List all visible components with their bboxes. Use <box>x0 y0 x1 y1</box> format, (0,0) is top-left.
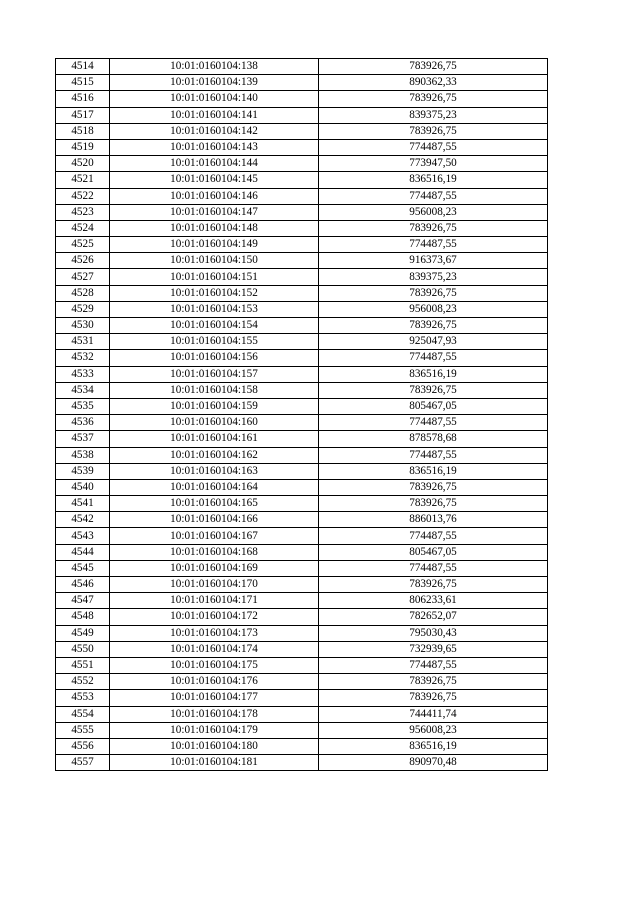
row-number-cell: 4540 <box>56 479 110 495</box>
row-number-cell: 4557 <box>56 755 110 771</box>
row-number-cell: 4519 <box>56 139 110 155</box>
cadastral-number-cell: 10:01:0160104:166 <box>110 512 319 528</box>
cadastral-number-cell: 10:01:0160104:154 <box>110 318 319 334</box>
row-number-cell: 4516 <box>56 91 110 107</box>
cadastral-number-cell: 10:01:0160104:178 <box>110 706 319 722</box>
cadastral-number-cell: 10:01:0160104:164 <box>110 479 319 495</box>
row-number-cell: 4536 <box>56 415 110 431</box>
cadastral-value-cell: 839375,23 <box>319 269 548 285</box>
table-row <box>56 123 548 139</box>
table-row <box>56 301 548 317</box>
row-number-cell: 4538 <box>56 447 110 463</box>
row-number-cell: 4515 <box>56 75 110 91</box>
row-number-cell: 4556 <box>56 738 110 754</box>
table-body <box>56 59 548 771</box>
cadastral-number-cell: 10:01:0160104:171 <box>110 593 319 609</box>
cadastral-value-cell: 890362,33 <box>319 75 548 91</box>
cadastral-value-cell: 773947,50 <box>319 156 548 172</box>
cadastral-value-cell: 836516,19 <box>319 463 548 479</box>
row-number-cell: 4553 <box>56 690 110 706</box>
cadastral-value-cell: 774487,55 <box>319 350 548 366</box>
cadastral-value-cell: 783926,75 <box>319 123 548 139</box>
row-number-cell: 4539 <box>56 463 110 479</box>
cadastral-value-cell: 774487,55 <box>319 237 548 253</box>
row-number-cell: 4545 <box>56 560 110 576</box>
table-row <box>56 544 548 560</box>
row-number-cell: 4520 <box>56 156 110 172</box>
table-row <box>56 641 548 657</box>
cadastral-number-cell: 10:01:0160104:152 <box>110 285 319 301</box>
cadastral-number-cell: 10:01:0160104:181 <box>110 755 319 771</box>
table-row <box>56 366 548 382</box>
table-row <box>56 188 548 204</box>
cadastral-value-cell: 783926,75 <box>319 285 548 301</box>
table-row <box>56 593 548 609</box>
cadastral-number-cell: 10:01:0160104:176 <box>110 674 319 690</box>
cadastral-value-cell: 839375,23 <box>319 107 548 123</box>
table-row <box>56 91 548 107</box>
cadastral-number-cell: 10:01:0160104:159 <box>110 398 319 414</box>
cadastral-value-cell: 890970,48 <box>319 755 548 771</box>
cadastral-number-cell: 10:01:0160104:141 <box>110 107 319 123</box>
table-row <box>56 431 548 447</box>
row-number-cell: 4532 <box>56 350 110 366</box>
table-row <box>56 674 548 690</box>
table-row <box>56 350 548 366</box>
row-number-cell: 4530 <box>56 318 110 334</box>
table-row <box>56 382 548 398</box>
cadastral-number-cell: 10:01:0160104:173 <box>110 625 319 641</box>
cadastral-value-cell: 916373,67 <box>319 253 548 269</box>
cadastral-value-cell: 732939,65 <box>319 641 548 657</box>
cadastral-value-cell: 878578,68 <box>319 431 548 447</box>
cadastral-number-cell: 10:01:0160104:180 <box>110 738 319 754</box>
cadastral-number-cell: 10:01:0160104:165 <box>110 496 319 512</box>
cadastral-number-cell: 10:01:0160104:140 <box>110 91 319 107</box>
cadastral-number-cell: 10:01:0160104:153 <box>110 301 319 317</box>
cadastral-value-cell: 783926,75 <box>319 59 548 75</box>
row-number-cell: 4551 <box>56 657 110 673</box>
table-row <box>56 269 548 285</box>
cadastral-value-cell: 805467,05 <box>319 544 548 560</box>
table-row <box>56 577 548 593</box>
row-number-cell: 4533 <box>56 366 110 382</box>
table-row <box>56 415 548 431</box>
row-number-cell: 4527 <box>56 269 110 285</box>
row-number-cell: 4544 <box>56 544 110 560</box>
table-row <box>56 722 548 738</box>
table-row <box>56 609 548 625</box>
row-number-cell: 4525 <box>56 237 110 253</box>
table-row <box>56 463 548 479</box>
cadastral-number-cell: 10:01:0160104:143 <box>110 139 319 155</box>
cadastral-number-cell: 10:01:0160104:147 <box>110 204 319 220</box>
cadastral-number-cell: 10:01:0160104:138 <box>110 59 319 75</box>
row-number-cell: 4549 <box>56 625 110 641</box>
table-row <box>56 755 548 771</box>
row-number-cell: 4534 <box>56 382 110 398</box>
table-row <box>56 318 548 334</box>
row-number-cell: 4554 <box>56 706 110 722</box>
cadastral-value-cell: 774487,55 <box>319 188 548 204</box>
cadastral-number-cell: 10:01:0160104:142 <box>110 123 319 139</box>
row-number-cell: 4522 <box>56 188 110 204</box>
table-row <box>56 75 548 91</box>
cadastral-number-cell: 10:01:0160104:172 <box>110 609 319 625</box>
cadastral-value-cell: 774487,55 <box>319 560 548 576</box>
row-number-cell: 4529 <box>56 301 110 317</box>
row-number-cell: 4537 <box>56 431 110 447</box>
cadastral-number-cell: 10:01:0160104:167 <box>110 528 319 544</box>
cadastral-number-cell: 10:01:0160104:157 <box>110 366 319 382</box>
cadastral-number-cell: 10:01:0160104:156 <box>110 350 319 366</box>
cadastral-value-cell: 836516,19 <box>319 172 548 188</box>
table-row <box>56 59 548 75</box>
cadastral-value-cell: 795030,43 <box>319 625 548 641</box>
table-row <box>56 625 548 641</box>
table-row <box>56 253 548 269</box>
cadastral-value-cell: 805467,05 <box>319 398 548 414</box>
table-row <box>56 220 548 236</box>
table-row <box>56 139 548 155</box>
cadastral-number-cell: 10:01:0160104:150 <box>110 253 319 269</box>
row-number-cell: 4555 <box>56 722 110 738</box>
cadastral-number-cell: 10:01:0160104:139 <box>110 75 319 91</box>
row-number-cell: 4543 <box>56 528 110 544</box>
cadastral-number-cell: 10:01:0160104:162 <box>110 447 319 463</box>
table-row <box>56 172 548 188</box>
cadastral-value-cell: 783926,75 <box>319 479 548 495</box>
cadastral-value-cell: 774487,55 <box>319 139 548 155</box>
table-row <box>56 447 548 463</box>
row-number-cell: 4517 <box>56 107 110 123</box>
cadastral-number-cell: 10:01:0160104:149 <box>110 237 319 253</box>
cadastral-value-cell: 774487,55 <box>319 415 548 431</box>
row-number-cell: 4547 <box>56 593 110 609</box>
table-row <box>56 398 548 414</box>
row-number-cell: 4542 <box>56 512 110 528</box>
table-row <box>56 560 548 576</box>
cadastral-value-cell: 774487,55 <box>319 528 548 544</box>
cadastral-value-cell: 783926,75 <box>319 690 548 706</box>
row-number-cell: 4514 <box>56 59 110 75</box>
table-row <box>56 204 548 220</box>
table-row <box>56 334 548 350</box>
cadastral-number-cell: 10:01:0160104:161 <box>110 431 319 447</box>
cadastral-value-table <box>55 58 548 771</box>
cadastral-value-cell: 774487,55 <box>319 657 548 673</box>
cadastral-value-cell: 956008,23 <box>319 204 548 220</box>
row-number-cell: 4518 <box>56 123 110 139</box>
table-row <box>56 496 548 512</box>
row-number-cell: 4528 <box>56 285 110 301</box>
table-row <box>56 237 548 253</box>
cadastral-number-cell: 10:01:0160104:175 <box>110 657 319 673</box>
cadastral-number-cell: 10:01:0160104:151 <box>110 269 319 285</box>
cadastral-value-cell: 806233,61 <box>319 593 548 609</box>
row-number-cell: 4546 <box>56 577 110 593</box>
row-number-cell: 4552 <box>56 674 110 690</box>
table-row <box>56 512 548 528</box>
cadastral-number-cell: 10:01:0160104:146 <box>110 188 319 204</box>
row-number-cell: 4535 <box>56 398 110 414</box>
cadastral-value-cell: 783926,75 <box>319 496 548 512</box>
row-number-cell: 4526 <box>56 253 110 269</box>
cadastral-value-cell: 783926,75 <box>319 577 548 593</box>
row-number-cell: 4521 <box>56 172 110 188</box>
cadastral-value-cell: 836516,19 <box>319 366 548 382</box>
cadastral-value-cell: 925047,93 <box>319 334 548 350</box>
table-row <box>56 107 548 123</box>
cadastral-value-cell: 774487,55 <box>319 447 548 463</box>
table-row <box>56 156 548 172</box>
cadastral-number-cell: 10:01:0160104:160 <box>110 415 319 431</box>
cadastral-number-cell: 10:01:0160104:148 <box>110 220 319 236</box>
cadastral-number-cell: 10:01:0160104:168 <box>110 544 319 560</box>
cadastral-number-cell: 10:01:0160104:169 <box>110 560 319 576</box>
cadastral-value-cell: 956008,23 <box>319 301 548 317</box>
table-row <box>56 706 548 722</box>
cadastral-number-cell: 10:01:0160104:158 <box>110 382 319 398</box>
table-row <box>56 738 548 754</box>
cadastral-value-cell: 783926,75 <box>319 318 548 334</box>
cadastral-value-cell: 886013,76 <box>319 512 548 528</box>
cadastral-value-cell: 783926,75 <box>319 91 548 107</box>
table-row <box>56 528 548 544</box>
table-row <box>56 690 548 706</box>
cadastral-number-cell: 10:01:0160104:179 <box>110 722 319 738</box>
cadastral-value-cell: 783926,75 <box>319 382 548 398</box>
row-number-cell: 4524 <box>56 220 110 236</box>
cadastral-number-cell: 10:01:0160104:177 <box>110 690 319 706</box>
table-row <box>56 285 548 301</box>
row-number-cell: 4541 <box>56 496 110 512</box>
cadastral-value-cell: 956008,23 <box>319 722 548 738</box>
row-number-cell: 4548 <box>56 609 110 625</box>
cadastral-number-cell: 10:01:0160104:170 <box>110 577 319 593</box>
cadastral-number-cell: 10:01:0160104:155 <box>110 334 319 350</box>
table-row <box>56 657 548 673</box>
cadastral-number-cell: 10:01:0160104:144 <box>110 156 319 172</box>
cadastral-number-cell: 10:01:0160104:174 <box>110 641 319 657</box>
row-number-cell: 4523 <box>56 204 110 220</box>
cadastral-value-cell: 783926,75 <box>319 220 548 236</box>
table-row <box>56 479 548 495</box>
cadastral-value-cell: 744411,74 <box>319 706 548 722</box>
cadastral-number-cell: 10:01:0160104:145 <box>110 172 319 188</box>
cadastral-value-cell: 782652,07 <box>319 609 548 625</box>
cadastral-value-cell: 783926,75 <box>319 674 548 690</box>
cadastral-value-cell: 836516,19 <box>319 738 548 754</box>
cadastral-number-cell: 10:01:0160104:163 <box>110 463 319 479</box>
row-number-cell: 4550 <box>56 641 110 657</box>
row-number-cell: 4531 <box>56 334 110 350</box>
